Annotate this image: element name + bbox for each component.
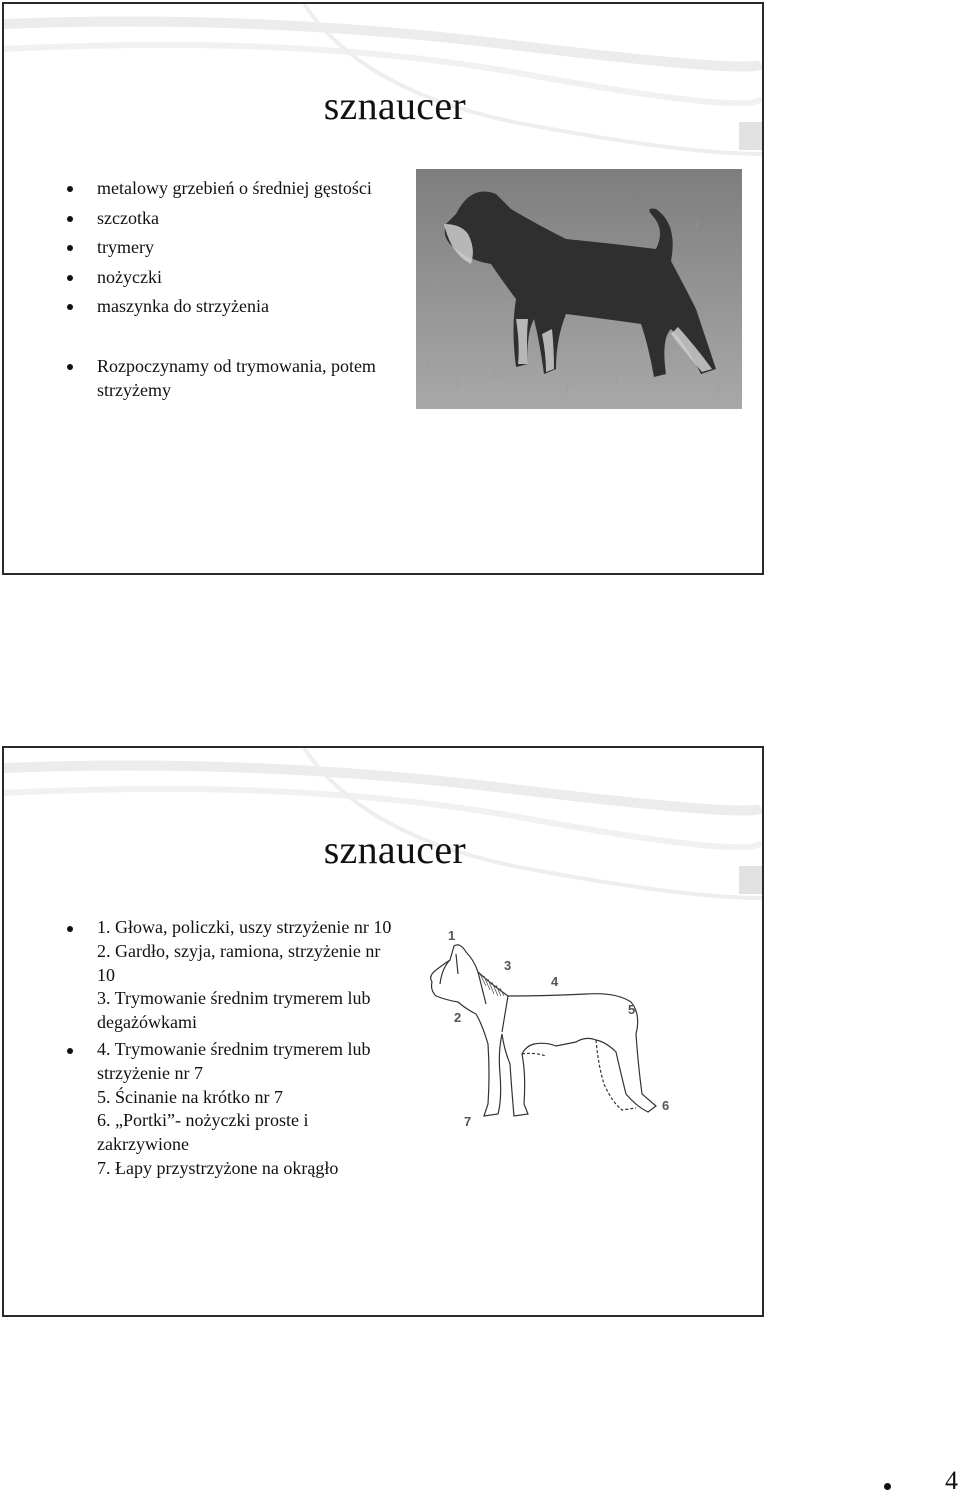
list-item: szczotka: [97, 206, 397, 231]
grooming-steps-list: [97, 916, 402, 1181]
bullet-icon: [67, 1048, 73, 1054]
list-item: trymery: [97, 235, 397, 260]
slide-1: [2, 2, 764, 575]
list-item: 4. Trymowanie średnim trymerem lub strzyżenie nr 7: [97, 1038, 402, 1086]
page-number: 4: [945, 1466, 958, 1495]
list-item: 3. Trymowanie średnim trymerem lub degażówkami: [97, 988, 371, 1033]
list-item: 7. Łapy przystrzyżone na okrągło: [97, 1157, 339, 1178]
bullet-icon: [67, 364, 73, 370]
slide-2: [2, 746, 764, 1317]
list-item: metalowy grzebień o średniej gęstości: [97, 176, 397, 201]
bullet-icon: [67, 186, 73, 192]
list-item: 5. Ścinanie na krótko nr 7: [97, 1086, 283, 1107]
diagram-label-3: 3: [504, 958, 512, 973]
diagram-label-4: 4: [551, 974, 559, 989]
page-bullet-icon: [884, 1483, 891, 1490]
list-item-note: Rozpoczynamy od trymowania, potem strzyżemy: [97, 354, 387, 403]
list-item: nożyczki: [97, 265, 397, 290]
tools-list: [97, 176, 397, 403]
diagram-label-6: 6: [662, 1098, 670, 1113]
diagram-label-5: 5: [628, 1002, 636, 1017]
list-item: maszynka do strzyżenia: [97, 294, 397, 319]
slide-title: sznaucer: [323, 83, 466, 128]
grooming-zones-diagram: [416, 924, 681, 1139]
schnauzer-photo: [416, 169, 742, 409]
diagram-label-2: 2: [454, 1010, 462, 1025]
diagram-label-7: 7: [464, 1114, 472, 1129]
bullet-icon: [67, 926, 73, 932]
list-item: 2. Gardło, szyja, ramiona, strzyżenie nr 10: [97, 940, 381, 985]
bullet-icon: [67, 216, 73, 222]
list-item: 1. Głowa, policzki, uszy strzyżenie nr 10: [97, 916, 402, 940]
diagram-label-1: 1: [448, 928, 456, 943]
slide-title: sznaucer: [323, 827, 466, 872]
bullet-icon: [67, 245, 73, 251]
list-item: 6. „Portki”- nożyczki proste i zakrzywione: [97, 1110, 309, 1155]
bullet-icon: [67, 304, 73, 310]
bullet-icon: [67, 275, 73, 281]
